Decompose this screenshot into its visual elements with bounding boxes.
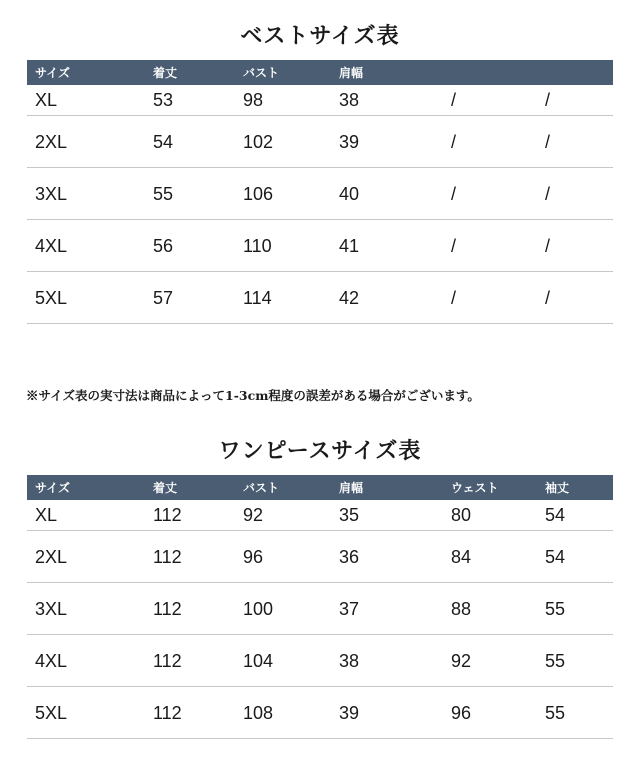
empty-cell: / [443,116,537,168]
bust-cell: 110 [235,220,339,272]
bust-cell: 102 [235,116,339,168]
bust-cell: 92 [235,500,339,531]
size-disclaimer-note: ※サイズ表の実寸法は商品によって1-3cm程度の誤差がある場合がございます。 [26,388,480,403]
table-header-row [27,60,613,85]
waist-cell: 96 [443,687,537,739]
table-row [27,220,613,272]
dress-size-table [27,475,613,739]
header-waist: ウェスト [443,475,537,500]
header-empty [443,60,537,85]
size-cell: XL [27,500,131,531]
length-cell: 112 [131,635,235,687]
bust-cell: 96 [235,531,339,583]
length-cell: 112 [131,583,235,635]
size-cell: 5XL [27,687,131,739]
vest-size-title: ベストサイズ表 [240,23,400,49]
header-length: 着丈 [131,475,235,500]
bust-cell: 108 [235,687,339,739]
waist-cell: 92 [443,635,537,687]
empty-cell: / [537,116,613,168]
header-size: サイズ [27,60,131,85]
empty-cell: / [443,168,537,220]
header-length: 着丈 [131,60,235,85]
size-cell: 4XL [27,635,131,687]
size-cell: 2XL [27,116,131,168]
table-row [27,85,613,116]
header-empty [537,60,613,85]
header-size: サイズ [27,475,131,500]
shoulder-cell: 35 [339,500,443,531]
table-row [27,116,613,168]
table-row [27,635,613,687]
length-cell: 56 [131,220,235,272]
sleeve-cell: 54 [537,531,613,583]
waist-cell: 80 [443,500,537,531]
bust-cell: 98 [235,85,339,116]
table-row [27,583,613,635]
size-cell: 3XL [27,168,131,220]
empty-cell: / [537,85,613,116]
waist-cell: 88 [443,583,537,635]
length-cell: 53 [131,85,235,116]
length-cell: 55 [131,168,235,220]
size-cell: 5XL [27,272,131,324]
table-row [27,531,613,583]
waist-cell: 84 [443,531,537,583]
header-sleeve: 袖丈 [537,475,613,500]
header-shoulder: 肩幅 [339,475,443,500]
table-row [27,687,613,739]
table-row [27,500,613,531]
empty-cell: / [443,220,537,272]
size-cell: 3XL [27,583,131,635]
shoulder-cell: 38 [339,85,443,116]
shoulder-cell: 37 [339,583,443,635]
empty-cell: / [443,272,537,324]
empty-cell: / [537,272,613,324]
header-shoulder: 肩幅 [339,60,443,85]
bust-cell: 104 [235,635,339,687]
bust-cell: 106 [235,168,339,220]
empty-cell: / [537,220,613,272]
shoulder-cell: 38 [339,635,443,687]
dress-size-title: ワンピースサイズ表 [218,438,422,464]
length-cell: 112 [131,687,235,739]
shoulder-cell: 42 [339,272,443,324]
shoulder-cell: 41 [339,220,443,272]
bust-cell: 114 [235,272,339,324]
length-cell: 54 [131,116,235,168]
sleeve-cell: 54 [537,500,613,531]
table-row [27,272,613,324]
length-cell: 112 [131,500,235,531]
vest-size-table [27,60,613,324]
size-cell: 2XL [27,531,131,583]
size-cell: 4XL [27,220,131,272]
empty-cell: / [443,85,537,116]
sleeve-cell: 55 [537,635,613,687]
header-bust: バスト [235,60,339,85]
table-row [27,168,613,220]
bust-cell: 100 [235,583,339,635]
shoulder-cell: 40 [339,168,443,220]
shoulder-cell: 36 [339,531,443,583]
table-header-row [27,475,613,500]
shoulder-cell: 39 [339,116,443,168]
sleeve-cell: 55 [537,687,613,739]
sleeve-cell: 55 [537,583,613,635]
empty-cell: / [537,168,613,220]
length-cell: 57 [131,272,235,324]
shoulder-cell: 39 [339,687,443,739]
length-cell: 112 [131,531,235,583]
size-cell: XL [27,85,131,116]
header-bust: バスト [235,475,339,500]
